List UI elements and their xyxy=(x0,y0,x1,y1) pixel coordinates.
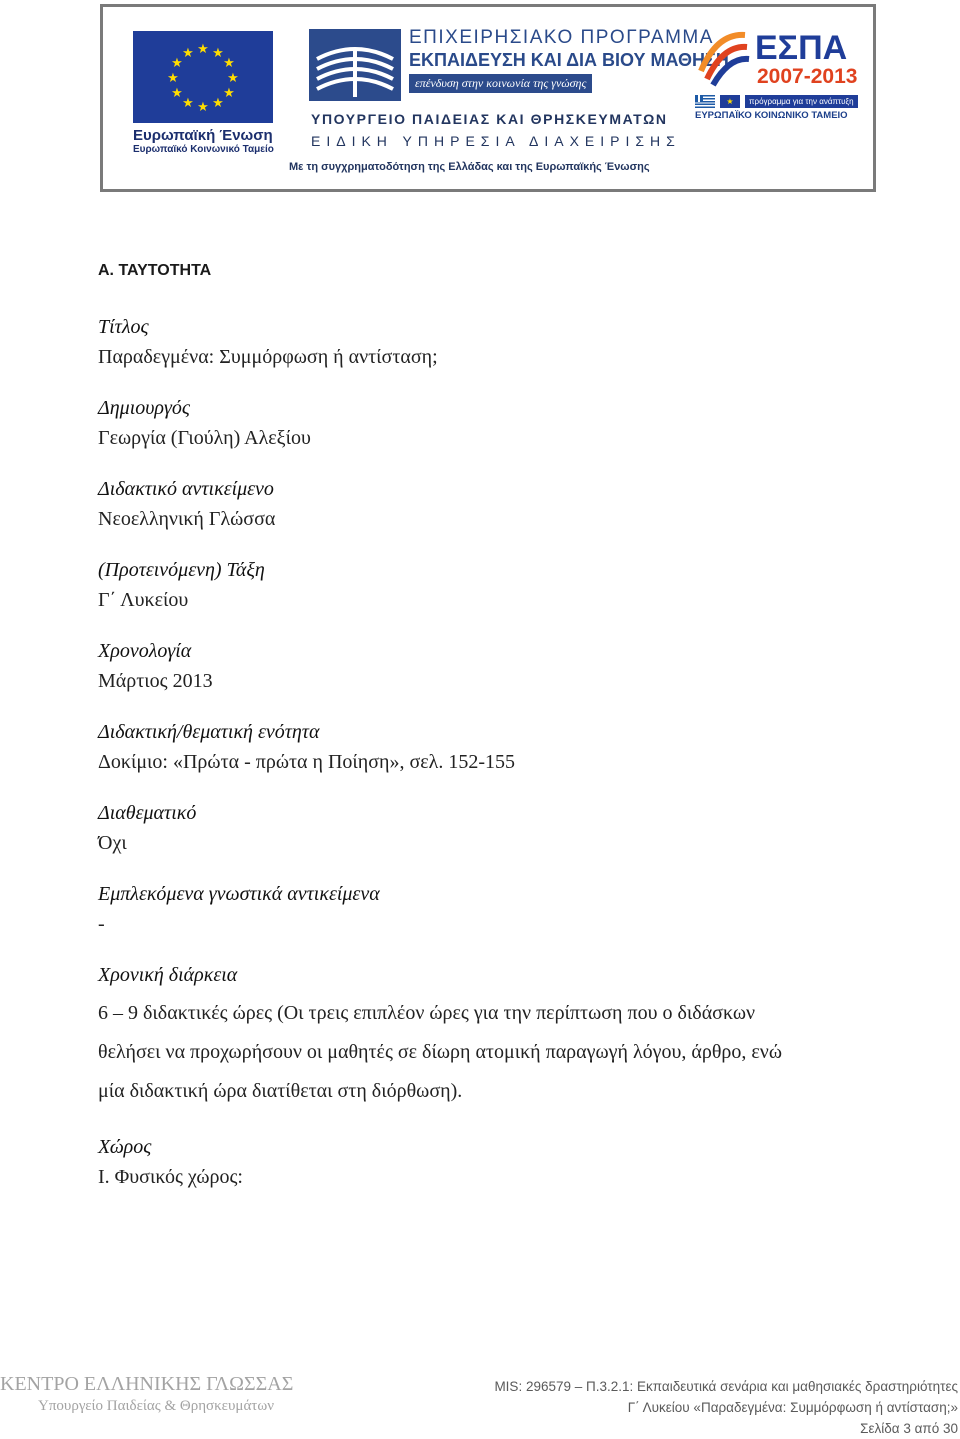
field-date xyxy=(98,636,888,696)
field-space xyxy=(98,1132,888,1192)
field-label: Εμπλεκόμενα γνωστικά αντικείμενα xyxy=(98,883,380,905)
section-heading: Α. ΤΑΥΤΟΤΗΤΑ xyxy=(98,262,212,279)
field-title xyxy=(98,312,888,372)
eu-small-flag-icon: ★ xyxy=(720,95,740,108)
duration-text xyxy=(98,994,888,1111)
espa-logo xyxy=(695,27,865,89)
field-creator xyxy=(98,393,888,453)
field-value: Νεοελληνική Γλώσσα xyxy=(98,508,276,530)
svg-text:★: ★ xyxy=(197,100,209,115)
espa-growth-tag: πρόγραμμα για την ανάπτυξη xyxy=(745,95,858,108)
field-value: - xyxy=(98,913,105,935)
program-subtitle: ΕΚΠΑΙΔΕΥΣΗ ΚΑΙ ΔΙΑ ΒΙΟΥ ΜΑΘΗΣΗ xyxy=(409,50,729,70)
field-related-subjects xyxy=(98,879,888,939)
eu-flag-icon xyxy=(133,31,273,123)
footer-right xyxy=(494,1376,958,1439)
field-label: Διδακτική/θεματική ενότητα xyxy=(98,721,320,743)
footer-center-name: ΚΕΝΤΡΟ ΕΛΛΗΝΙΚΗΣ ΓΛΩΣΣΑΣ xyxy=(0,1373,294,1395)
open-book-icon xyxy=(309,29,401,101)
field-label: Τίτλος xyxy=(98,316,149,338)
footer-page-number: Σελίδα 3 από 30 xyxy=(860,1421,958,1436)
document-body xyxy=(98,262,888,1213)
field-label: (Προτεινόμενη) Τάξη xyxy=(98,559,265,581)
field-label: Χρονολογία xyxy=(98,640,192,662)
eu-subtitle: Ευρωπαϊκό Κοινωνικό Ταμείο xyxy=(133,144,274,155)
program-tagline: επένδυση στην κοινωνία της γνώσης xyxy=(409,74,592,93)
svg-text:★: ★ xyxy=(167,71,179,86)
special-service: ΕΙΔΙΚΗ ΥΠΗΡΕΣΙΑ ΔΙΑΧΕΙΡΙΣΗΣ xyxy=(311,133,681,149)
field-unit xyxy=(98,717,888,777)
field-label: Διδακτικό αντικείμενο xyxy=(98,478,274,500)
svg-text:★: ★ xyxy=(223,56,235,71)
espa-logo-block xyxy=(695,27,865,121)
ministry-name: ΥΠΟΥΡΓΕΙΟ ΠΑΙΔΕΙΑΣ ΚΑΙ ΘΡΗΣΚΕΥΜΑΤΩΝ xyxy=(311,111,668,127)
espa-swirl-icon xyxy=(701,35,749,85)
cofunding-note: Με τη συγχρηματοδότηση της Ελλάδας και της Ευρωπαϊκής Ένωσης xyxy=(289,161,650,173)
field-value: Όχι xyxy=(98,832,127,854)
field-class xyxy=(98,555,888,615)
field-label: Διαθεματικό xyxy=(98,802,197,824)
greek-flag-icon xyxy=(695,95,715,108)
field-subject xyxy=(98,474,888,534)
espa-fund-label: ΕΥΡΩΠΑΪΚΟ ΚΟΙΝΩΝΙΚΟ ΤΑΜΕΙΟ xyxy=(695,110,848,121)
svg-text:★: ★ xyxy=(212,46,224,61)
svg-text:★: ★ xyxy=(223,86,235,101)
duration-line-1: 6 – 9 διδακτικές ώρες (Οι τρεις επιπλέον ώρες για την περίπτωση που ο διδάσκων xyxy=(98,1002,756,1024)
field-duration xyxy=(98,960,888,1111)
footer-course: Γ΄ Λυκείου «Παραδεγμένα: Συμμόρφωση ή αντίσταση;» xyxy=(627,1400,958,1415)
field-value: Ι. Φυσικός χώρος: xyxy=(98,1166,243,1188)
mini-flags xyxy=(695,95,865,108)
svg-text:★: ★ xyxy=(212,96,224,111)
espa-name: ΕΣΠΑ xyxy=(755,29,848,67)
field-label: Χώρος xyxy=(98,1136,152,1158)
svg-text:★: ★ xyxy=(182,96,194,111)
duration-line-3: μία διδακτική ώρα διατίθεται στη διόρθωση). xyxy=(98,1080,463,1102)
svg-text:★: ★ xyxy=(171,56,183,71)
program-title: ΕΠΙΧΕΙΡΗΣΙΑΚΟ ΠΡΟΓΡΑΜΜΑ xyxy=(409,27,714,48)
field-label: Χρονική διάρκεια xyxy=(98,964,238,986)
funding-banner xyxy=(100,4,876,192)
footer-mis: MIS: 296579 – Π.3.2.1: Εκπαιδευτικά σενάρια και μαθησιακές δραστηριότητες xyxy=(494,1379,958,1394)
field-value: Παραδεγμένα: Συμμόρφωση ή αντίσταση; xyxy=(98,346,438,368)
eu-title: Ευρωπαϊκή Ένωση xyxy=(133,127,273,144)
svg-text:★: ★ xyxy=(227,71,239,86)
footer-left xyxy=(0,1373,400,1415)
duration-line-2: θελήσει να προχωρήσουν οι μαθητές σε δίωρη ατομική παραγωγή λόγου, άρθρο, ενώ xyxy=(98,1041,783,1063)
field-value: Δοκίμιο: «Πρώτα - πρώτα η Ποίηση», σελ. 152-155 xyxy=(98,751,516,773)
svg-text:★: ★ xyxy=(182,46,194,61)
field-value: Γ΄ Λυκείου xyxy=(98,589,189,611)
field-value: Μάρτιος 2013 xyxy=(98,670,213,692)
field-label: Δημιουργός xyxy=(98,397,191,419)
eu-logo-block xyxy=(133,31,281,155)
svg-text:★: ★ xyxy=(197,42,209,57)
footer-ministry: Υπουργείο Παιδείας & Θρησκευμάτων xyxy=(38,1398,274,1414)
field-crosscurricular xyxy=(98,798,888,858)
espa-years: 2007-2013 xyxy=(757,65,858,88)
svg-text:★: ★ xyxy=(171,86,183,101)
field-value: Γεωργία (Γιούλη) Αλεξίου xyxy=(98,427,311,449)
program-title-block xyxy=(409,27,729,93)
